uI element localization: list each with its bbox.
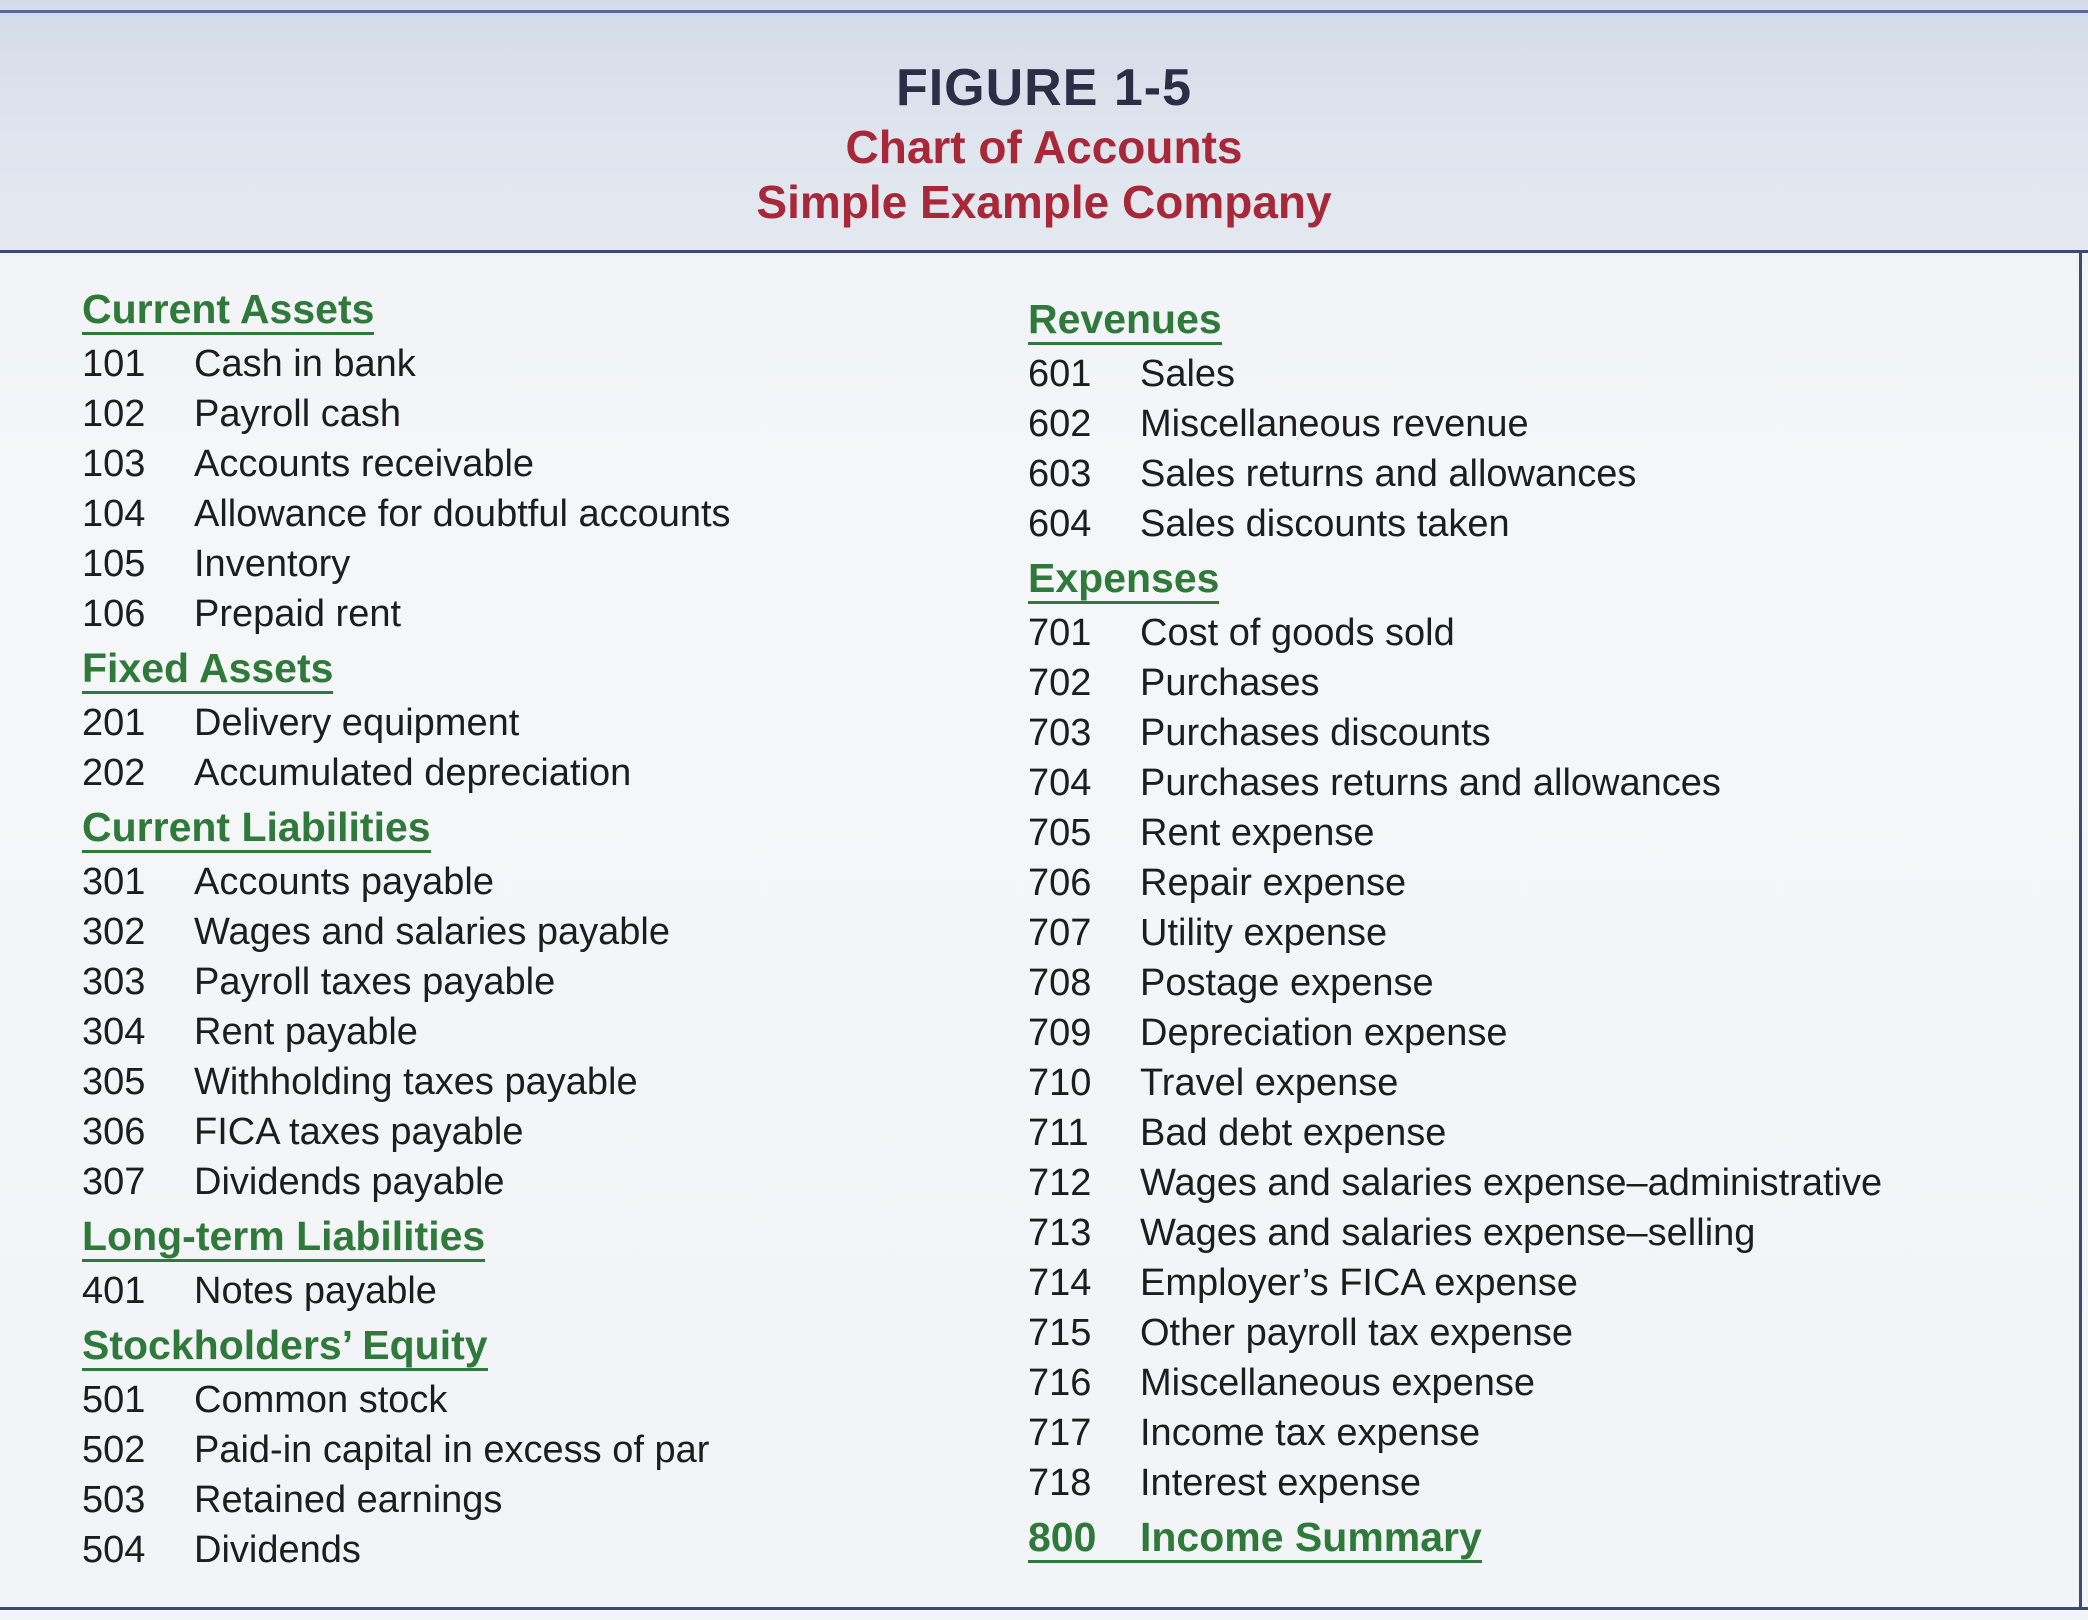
- account-name: Dividends payable: [194, 1161, 505, 1203]
- section-title: Stockholders’ Equity: [82, 1322, 488, 1371]
- account-number: 103: [82, 443, 146, 485]
- account-row: [1028, 908, 2028, 958]
- account-name: Payroll taxes payable: [194, 961, 556, 1003]
- account-number: 708: [1028, 962, 1092, 1004]
- account-number: 306: [82, 1111, 146, 1153]
- account-name: Accumulated depreciation: [194, 752, 632, 794]
- account-name: Bad debt expense: [1140, 1112, 1447, 1154]
- account-number: 502: [82, 1429, 146, 1471]
- account-name: Notes payable: [194, 1270, 437, 1312]
- account-number: 711: [1028, 1112, 1089, 1154]
- account-name: Allowance for doubtful accounts: [194, 493, 731, 535]
- account-row: [82, 339, 982, 389]
- account-number: 602: [1028, 403, 1092, 445]
- account-name: Sales discounts taken: [1140, 503, 1510, 545]
- account-row: [82, 389, 982, 439]
- account-row: [82, 748, 982, 798]
- account-row: [82, 489, 982, 539]
- account-name: Miscellaneous expense: [1140, 1362, 1536, 1404]
- account-row: [82, 1475, 982, 1525]
- account-name: Wages and salaries expense–administrative: [1140, 1162, 1883, 1204]
- section-title: Fixed Assets: [82, 645, 333, 694]
- account-number: 104: [82, 493, 146, 535]
- account-row: [1028, 499, 2028, 549]
- account-row: [82, 1525, 982, 1575]
- account-row: [1028, 958, 2028, 1008]
- account-row: [1028, 658, 2028, 708]
- section-title: Revenues: [1028, 296, 1222, 345]
- account-number: 307: [82, 1161, 146, 1203]
- right-column: [1028, 290, 2028, 1563]
- account-name: Purchases returns and allowances: [1140, 762, 1721, 804]
- account-number: 304: [82, 1011, 146, 1053]
- account-row: [1028, 1208, 2028, 1258]
- account-number: 501: [82, 1379, 146, 1421]
- account-row: [1028, 758, 2028, 808]
- account-number: 305: [82, 1061, 146, 1103]
- account-name: Cash in bank: [194, 343, 416, 385]
- account-number: 712: [1028, 1162, 1092, 1204]
- account-number: 705: [1028, 812, 1092, 854]
- account-row: [1028, 399, 2028, 449]
- account-number: 713: [1028, 1212, 1092, 1254]
- account-name: Payroll cash: [194, 393, 401, 435]
- account-number: 303: [82, 961, 146, 1003]
- account-number: 714: [1028, 1262, 1092, 1304]
- account-row: [1028, 1108, 2028, 1158]
- account-name: Repair expense: [1140, 862, 1407, 904]
- account-name: Retained earnings: [194, 1479, 503, 1521]
- right-sections: [1028, 290, 2028, 1508]
- account-row: [82, 439, 982, 489]
- account-row: [1028, 1308, 2028, 1358]
- account-name: Rent expense: [1140, 812, 1375, 854]
- account-name: Wages and salaries payable: [194, 911, 670, 953]
- account-number: 710: [1028, 1062, 1092, 1104]
- account-row: [82, 857, 982, 907]
- account-row: [1028, 1408, 2028, 1458]
- account-row: [1028, 1008, 2028, 1058]
- account-row: [82, 1057, 982, 1107]
- account-name: Accounts payable: [194, 861, 494, 903]
- bottom-border-rule: [0, 1607, 2088, 1610]
- figure-company: Simple Example Company: [756, 176, 1332, 228]
- account-row: [1028, 349, 2028, 399]
- account-number: 202: [82, 752, 146, 794]
- account-number: 715: [1028, 1312, 1092, 1354]
- account-number: 401: [82, 1270, 146, 1312]
- account-row: [1028, 1358, 2028, 1408]
- account-row: [1028, 1058, 2028, 1108]
- account-row: [1028, 708, 2028, 758]
- account-row: [82, 539, 982, 589]
- account-name: Delivery equipment: [194, 702, 520, 744]
- account-name: Income tax expense: [1140, 1412, 1481, 1454]
- account-row: [82, 1266, 982, 1316]
- account-row: [82, 907, 982, 957]
- account-row: [1028, 808, 2028, 858]
- right-border-rule: [2079, 250, 2082, 1610]
- account-row: [82, 1425, 982, 1475]
- account-row: [82, 589, 982, 639]
- account-number: 105: [82, 543, 146, 585]
- account-name: Wages and salaries expense–selling: [1140, 1212, 1756, 1254]
- figure-number: FIGURE 1-5: [895, 59, 1193, 117]
- account-number: 504: [82, 1529, 146, 1571]
- account-row: [1028, 858, 2028, 908]
- account-number: 718: [1028, 1462, 1092, 1504]
- account-row: [82, 957, 982, 1007]
- account-name: Dividends: [194, 1529, 361, 1571]
- account-name: Accounts receivable: [194, 443, 535, 485]
- income-summary-name: Income Summary: [1140, 1514, 1482, 1560]
- account-number: 302: [82, 911, 146, 953]
- account-number: 301: [82, 861, 146, 903]
- account-number: 106: [82, 593, 146, 635]
- account-name: Postage expense: [1140, 962, 1434, 1004]
- account-row: [82, 1107, 982, 1157]
- left-column: [82, 280, 982, 1575]
- income-summary: [1028, 1514, 2028, 1563]
- account-number: 601: [1028, 353, 1092, 395]
- account-name: Interest expense: [1140, 1462, 1421, 1504]
- section-title: Current Liabilities: [82, 804, 431, 853]
- account-row: [1028, 1458, 2028, 1508]
- account-row: [82, 1007, 982, 1057]
- account-number: 102: [82, 393, 146, 435]
- account-name: Paid-in capital in excess of par: [194, 1429, 710, 1471]
- account-number: 717: [1028, 1412, 1092, 1454]
- account-number: 604: [1028, 503, 1092, 545]
- account-row: [1028, 1258, 2028, 1308]
- account-number: 701: [1028, 612, 1092, 654]
- section-title: Current Assets: [82, 286, 374, 335]
- account-number: 201: [82, 702, 146, 744]
- account-number: 704: [1028, 762, 1092, 804]
- figure-title: Chart of Accounts: [845, 121, 1243, 173]
- account-number: 709: [1028, 1012, 1092, 1054]
- account-name: Depreciation expense: [1140, 1012, 1508, 1054]
- account-name: Withholding taxes payable: [194, 1061, 638, 1103]
- account-name: Travel expense: [1140, 1062, 1399, 1104]
- section-title: Long-term Liabilities: [82, 1213, 485, 1262]
- account-row: [1028, 449, 2028, 499]
- figure-header: [0, 0, 2088, 253]
- account-name: Rent payable: [194, 1011, 418, 1053]
- header-top-rule: [0, 10, 2088, 13]
- account-number: 702: [1028, 662, 1092, 704]
- account-name: Sales returns and allowances: [1140, 453, 1637, 495]
- account-row: [82, 1157, 982, 1207]
- account-name: Utility expense: [1140, 912, 1388, 954]
- account-name: Employer’s FICA expense: [1140, 1262, 1578, 1304]
- account-number: 706: [1028, 862, 1092, 904]
- account-name: Purchases discounts: [1140, 712, 1491, 754]
- account-row: [82, 1375, 982, 1425]
- section-title: Expenses: [1028, 555, 1219, 604]
- account-number: 703: [1028, 712, 1092, 754]
- account-row: [1028, 608, 2028, 658]
- account-name: Other payroll tax expense: [1140, 1312, 1574, 1354]
- account-name: Common stock: [194, 1379, 448, 1421]
- income-summary-number: 800: [1028, 1514, 1097, 1560]
- income-summary-underline: [1028, 1514, 1482, 1563]
- account-name: Cost of goods sold: [1140, 612, 1455, 654]
- account-row: [82, 698, 982, 748]
- account-number: 707: [1028, 912, 1092, 954]
- account-name: FICA taxes payable: [194, 1111, 524, 1153]
- account-number: 603: [1028, 453, 1092, 495]
- account-name: Inventory: [194, 543, 351, 585]
- account-number: 716: [1028, 1362, 1092, 1404]
- account-name: Prepaid rent: [194, 593, 402, 635]
- account-name: Miscellaneous revenue: [1140, 403, 1529, 445]
- account-number: 101: [82, 343, 146, 385]
- account-row: [1028, 1158, 2028, 1208]
- account-number: 503: [82, 1479, 146, 1521]
- account-name: Purchases: [1140, 662, 1320, 704]
- account-name: Sales: [1140, 353, 1236, 395]
